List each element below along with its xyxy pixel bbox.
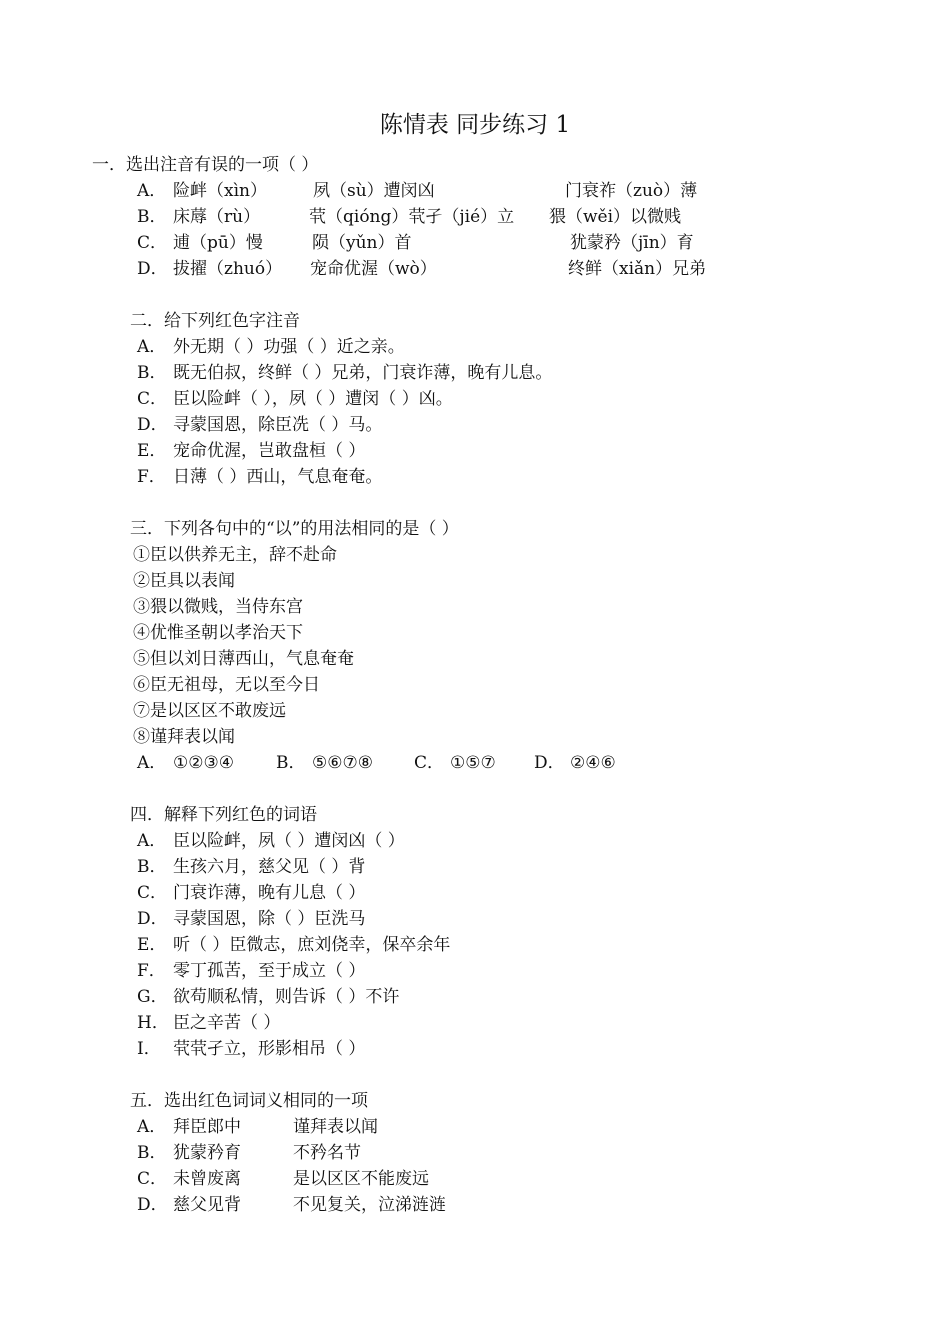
option-c1: 犹蒙矜育 (173, 1143, 241, 1163)
q5-option (137, 1115, 241, 1139)
item-text: 生孩六月，慈父见（ ）背 (173, 857, 366, 877)
q4-item (137, 959, 365, 983)
q5-option-c2: 不见复关，泣涕涟涟 (293, 1195, 446, 1215)
q2-item (137, 361, 552, 385)
q1-option-c2: 陨（yǔn）首 (312, 233, 412, 253)
q1-option-c3: 猥（wěi）以微贱 (549, 207, 682, 227)
item-text: 日薄（ ）西山，气息奄奄。 (173, 467, 383, 487)
q3-sentence: ⑤但以刘日薄西山，气息奄奄 (133, 649, 354, 669)
q3-sentence: ③猥以微贱，当侍东宫 (133, 597, 303, 617)
q3-heading: 三．下列各句中的“以”的用法相同的是（ ） (130, 519, 459, 539)
q3-sentence: ①臣以供养无主，辞不赴命 (133, 545, 337, 565)
item-label: G． (137, 987, 168, 1007)
q1-option-c1: 床蓐（rù） (173, 207, 261, 227)
q2-item (137, 439, 365, 463)
q5-option-c2: 谨拜表以闻 (293, 1117, 378, 1137)
choice-text: ②④⑥ (570, 753, 616, 773)
q1-option-c3: 门衰祚（zuò）薄 (565, 181, 698, 201)
q3-sentence: ④优惟圣朝以孝治天下 (133, 623, 303, 643)
item-text: 听（ ）臣微志，庶刘侥幸，保卒余年 (173, 935, 451, 955)
item-text: 臣以险衅（ ），夙（ ）遭闵（ ）凶。 (173, 389, 453, 409)
q5-option-c2: 是以区区不能废远 (293, 1169, 429, 1189)
q3-choice-a (137, 751, 234, 775)
q1-option-c2: 夙（sù）遭闵凶 (313, 181, 435, 201)
q1-option-label: C． (137, 233, 168, 253)
item-label: C． (137, 389, 168, 409)
item-text: 臣之辛苦（ ） (173, 1013, 281, 1033)
q4-item (137, 855, 365, 879)
q1-option-c1: 险衅（xìn） (173, 181, 267, 201)
q5-option-c2: 不矜名节 (293, 1143, 361, 1163)
choice-text: ①②③④ (173, 753, 234, 773)
q2-item (137, 465, 382, 489)
q1-heading: 一．选出注音有误的一项（ ） (92, 155, 319, 175)
item-text: 茕茕孑立，形影相吊（ ） (173, 1039, 366, 1059)
q4-item (137, 829, 405, 853)
choice-label: B． (276, 753, 306, 773)
q4-item (137, 1011, 280, 1035)
q1-option-c1: 逋（pū）慢 (173, 233, 263, 253)
q3-sentence: ⑦是以区区不敢废远 (133, 701, 286, 721)
item-label: F． (137, 961, 166, 981)
q4-item (137, 1037, 365, 1061)
item-text: 寻蒙国恩，除（ ）臣洗马 (173, 909, 366, 929)
option-label: C． (137, 1169, 168, 1189)
q1-option-c1: 拔擢（zhuó） (173, 259, 283, 279)
option-label: D． (137, 1195, 168, 1215)
q1-option-c3: 终鲜（xiǎn）兄弟 (568, 259, 707, 279)
item-text: 门衰诈薄，晚有儿息（ ） (173, 883, 366, 903)
item-text: 零丁孤苦，至于成立（ ） (173, 961, 366, 981)
q3-sentence: ⑧谨拜表以闻 (133, 727, 235, 747)
item-label: B． (137, 363, 167, 383)
item-label: B． (137, 857, 167, 877)
option-c1: 未曾废离 (173, 1169, 241, 1189)
q5-option (137, 1193, 241, 1217)
option-c1: 拜臣郎中 (173, 1117, 241, 1137)
q5-option (137, 1167, 241, 1191)
item-text: 寻蒙国恩，除臣冼（ ）马。 (173, 415, 383, 435)
item-text: 外无期（ ）功强（ ）近之亲。 (173, 337, 405, 357)
item-text: 宠命优渥，岂敢盘桓（ ） (173, 441, 366, 461)
item-label: D． (137, 909, 168, 929)
item-label: H． (137, 1013, 169, 1033)
q5-heading: 五．选出红色词词义相同的一项 (130, 1091, 368, 1111)
q2-item (137, 387, 453, 411)
choice-text: ⑤⑥⑦⑧ (312, 753, 373, 773)
item-label: D． (137, 415, 168, 435)
item-label: E． (137, 935, 167, 955)
q4-item (137, 881, 365, 905)
q1-option-c2: 宠命优渥（wò） (310, 259, 437, 279)
q1-option-label: D． (137, 259, 168, 279)
option-label: B． (137, 1143, 167, 1163)
item-label: A． (137, 337, 167, 357)
q3-choice-c (414, 751, 496, 775)
item-text: 臣以险衅，夙（ ）遭闵凶（ ） (173, 831, 405, 851)
option-label: A． (137, 1117, 167, 1137)
q3-choice-b (276, 751, 373, 775)
q4-item (137, 933, 450, 957)
q4-item (137, 985, 399, 1009)
choice-label: A． (137, 753, 167, 773)
choice-label: C． (414, 753, 445, 773)
q1-option-c3: 犹蒙矜（jīn）育 (570, 233, 694, 253)
q2-item (137, 413, 382, 437)
item-text: 既无伯叔，终鲜（ ）兄弟，门衰诈薄，晚有儿息。 (173, 363, 553, 383)
q4-heading: 四．解释下列红色的词语 (130, 805, 317, 825)
item-label: F． (137, 467, 166, 487)
q2-item (137, 335, 405, 359)
item-text: 欲苟顺私情，则告诉（ ）不许 (173, 987, 400, 1007)
q5-option (137, 1141, 241, 1165)
q3-sentence: ⑥臣无祖母，无以至今日 (133, 675, 320, 695)
item-label: C． (137, 883, 168, 903)
document-title: 陈情表 同步练习 1 (379, 112, 571, 138)
q1-option-label: B． (137, 207, 167, 227)
q1-option-label: A． (137, 181, 167, 201)
item-label: A． (137, 831, 167, 851)
option-c1: 慈父见背 (173, 1195, 241, 1215)
q3-choice-d (534, 751, 616, 775)
item-label: E． (137, 441, 167, 461)
choice-label: D． (534, 753, 565, 773)
q3-sentence: ②臣具以表闻 (133, 571, 235, 591)
q4-item (137, 907, 365, 931)
item-label: I． (137, 1039, 161, 1059)
choice-text: ①⑤⑦ (450, 753, 496, 773)
q2-heading: 二．给下列红色字注音 (130, 311, 300, 331)
q1-option-c2: 茕（qióng）茕孑（jié）立 (309, 207, 515, 227)
